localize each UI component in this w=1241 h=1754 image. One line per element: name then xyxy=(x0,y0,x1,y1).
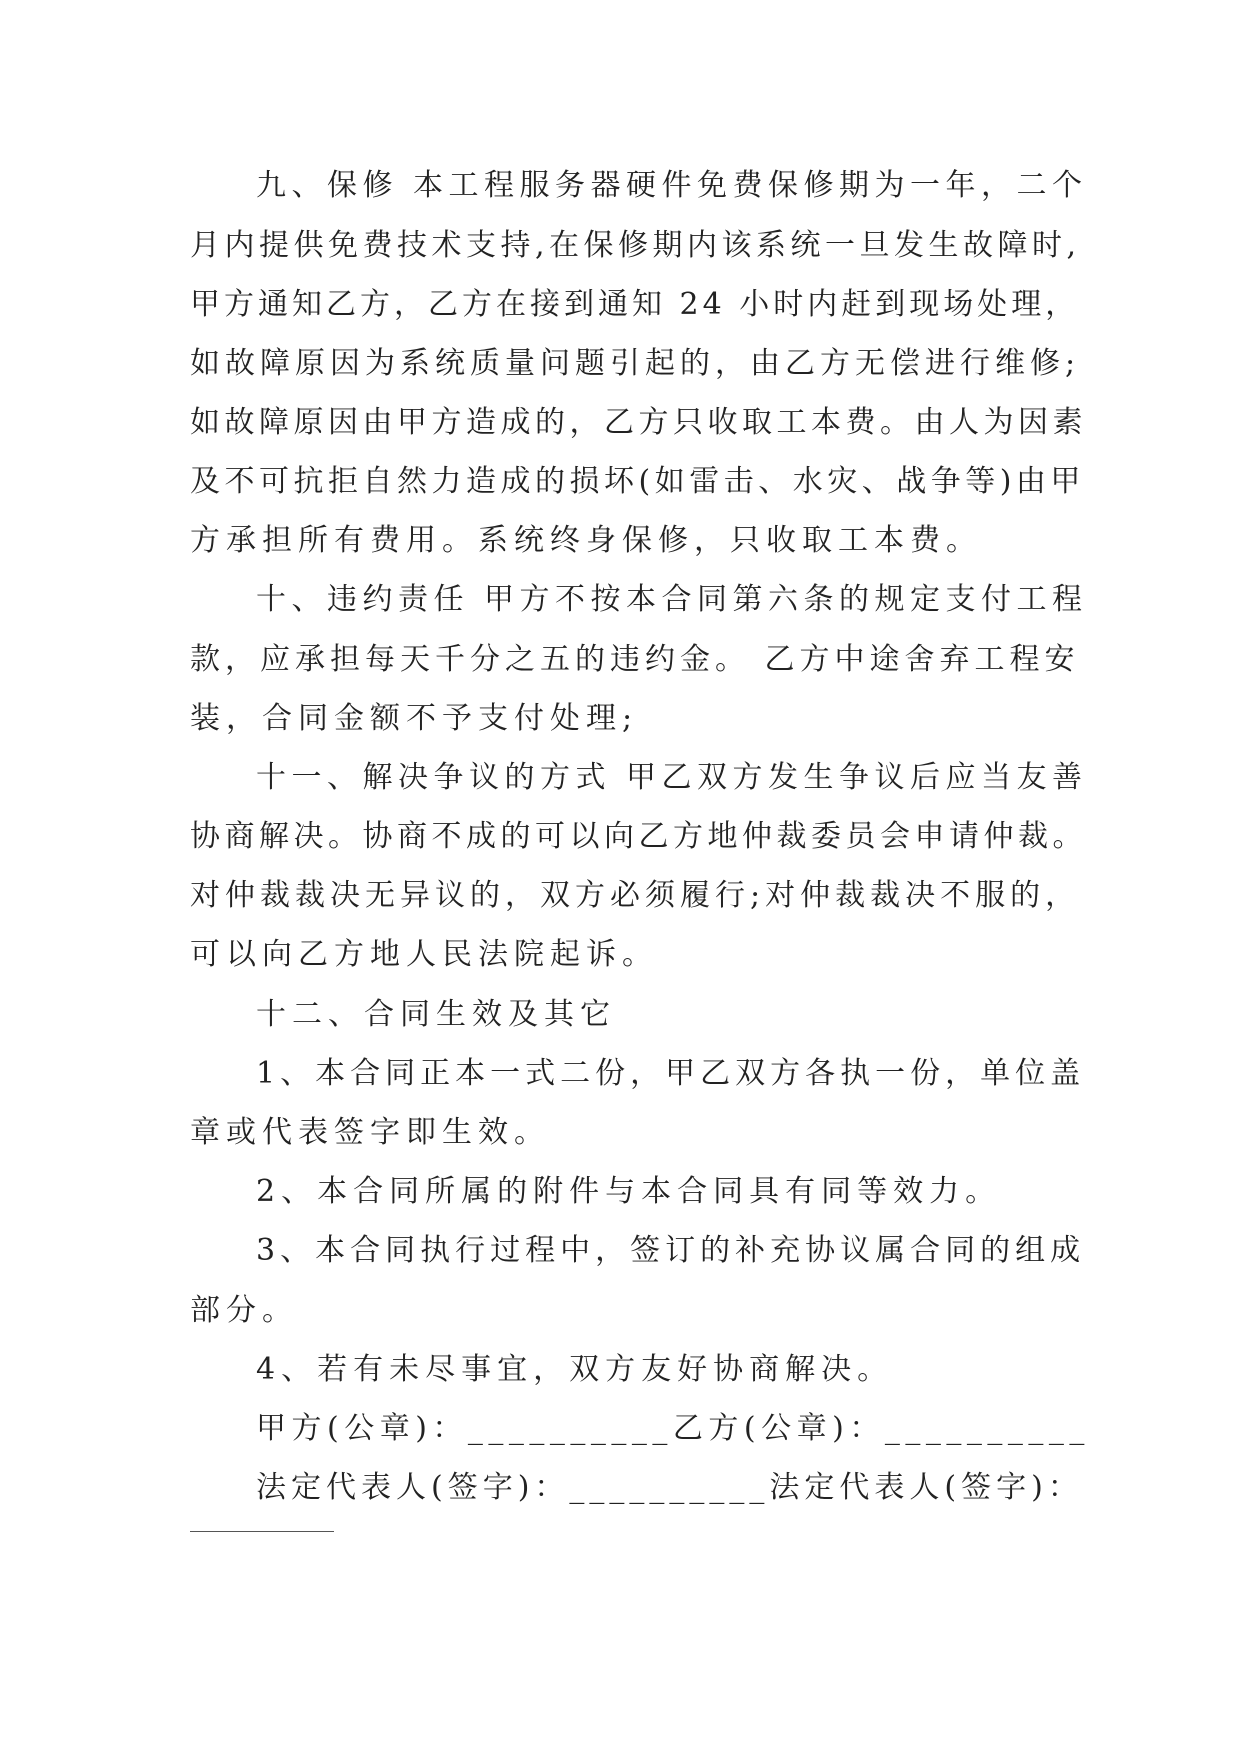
clause-12-item-1-line-2: 章或代表签字即生效。 xyxy=(190,1115,550,1150)
clause-11-line-1: 十一、解决争议的方式 甲乙双方发生争议后应当友善 xyxy=(256,760,1088,795)
clause-12-heading: 十二、合同生效及其它 xyxy=(256,997,616,1032)
signature-blank-rule xyxy=(190,1531,334,1532)
clause-11-line-2: 协商解决。协商不成的可以向乙方地仲裁委员会申请仲裁。 xyxy=(190,819,1087,854)
clause-12-item-4: 4、若有未尽事宜，双方友好协商解决。 xyxy=(256,1352,894,1387)
clause-11-line-4: 可以向乙方地人民法院起诉。 xyxy=(190,937,658,972)
clause-9-line-2: 月内提供免费技术支持,在保修期内该系统一旦发生故障时, xyxy=(190,228,1081,263)
clause-10-line-2: 款，应承担每天千分之五的违约金。 乙方中途舍弃工程安 xyxy=(190,642,1080,677)
party-seal-line: 甲方(公章)：__________乙方(公章)：__________ xyxy=(256,1411,1090,1446)
clause-9-line-1: 九、保修 本工程服务器硬件免费保修期为一年，二个 xyxy=(256,168,1088,203)
clause-9-line-6: 及不可抗拒自然力造成的损坏(如雷击、水灾、战争等)由甲 xyxy=(190,464,1085,499)
clause-12-item-3-line-1: 3、本合同执行过程中，签订的补充协议属合同的组成 xyxy=(256,1233,1086,1268)
clause-9-line-4: 如故障原因为系统质量问题引起的，由乙方无偿进行维修; xyxy=(190,346,1081,381)
clause-11-line-3: 对仲裁裁决无异议的，双方必须履行;对仲裁裁决不服的， xyxy=(190,878,1081,913)
clause-10-line-1: 十、违约责任 甲方不按本合同第六条的规定支付工程 xyxy=(256,582,1088,617)
clause-12-item-1-line-1: 1、本合同正本一式二份，甲乙双方各执一份，单位盖 xyxy=(256,1056,1086,1091)
clause-12-item-2: 2、本合同所属的附件与本合同具有同等效力。 xyxy=(256,1174,1002,1209)
clause-12-item-3-line-2: 部分。 xyxy=(190,1293,298,1328)
clause-10-line-3: 装，合同金额不予支付处理; xyxy=(190,701,639,736)
clause-9-line-3: 甲方通知乙方，乙方在接到通知 24 小时内赶到现场处理， xyxy=(190,287,1080,322)
clause-9-line-7: 方承担所有费用。系统终身保修，只收取工本费。 xyxy=(190,523,982,558)
representative-signature-line: 法定代表人(签字)：__________法定代表人(签字)： xyxy=(256,1470,1083,1505)
clause-9-line-5: 如故障原因由甲方造成的，乙方只收取工本费。由人为因素 xyxy=(190,405,1087,440)
